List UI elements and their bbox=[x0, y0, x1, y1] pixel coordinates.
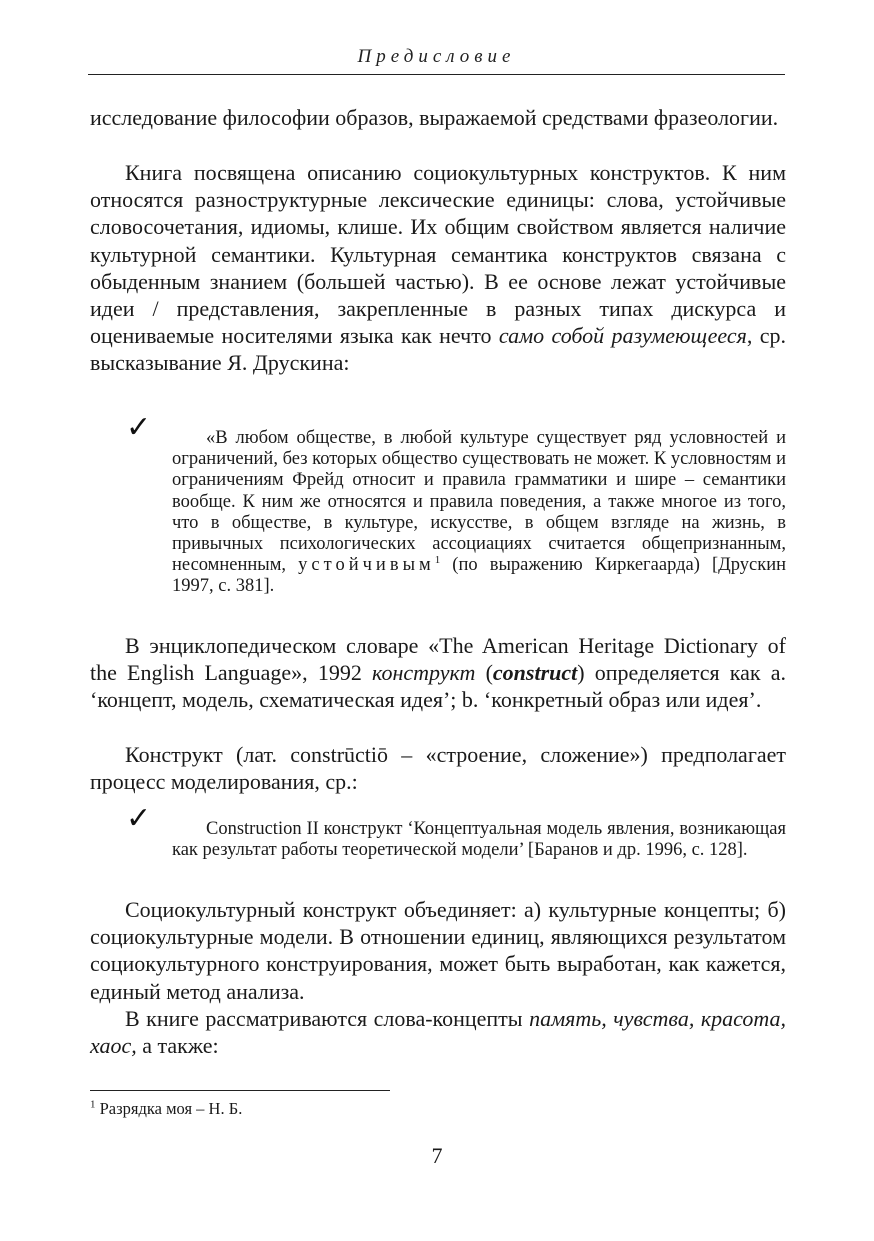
paragraph-construct: Конструкт (лат. constrūctiō – «строение, сложение») предполагает процесс моделирования, ср.: bbox=[90, 742, 786, 795]
paragraph-sociocultural: Социокультурный конструкт объединяет: а) культурные концепты; б) социокультурные модели. В отношении единиц, являющихся результатом социокультурного конструирования, может быть выработан, как кажется, единый метод анализа. bbox=[90, 897, 786, 1004]
paragraph-intro bbox=[90, 159, 786, 377]
paragraph-text: ( bbox=[475, 660, 493, 686]
footnote-ref: 1 bbox=[434, 554, 441, 567]
footnote-number: 1 bbox=[90, 1098, 96, 1111]
quote-druskin bbox=[172, 428, 786, 598]
paragraph-text: ) определяется как a. ‘концепт, модель, схематическая идея’; b. ‘конкретный образ или идея’. bbox=[90, 660, 787, 713]
footnote-text: Разрядка моя – Н. Б. bbox=[95, 1099, 243, 1118]
paragraph-text: , ср. высказывание Я. Друскина: bbox=[90, 323, 787, 376]
footnote bbox=[90, 1098, 242, 1120]
paragraph-continuation: исследование философии образов, выражаемой средствами фразеологии. bbox=[90, 105, 779, 130]
quote-text: (по выражению Киркегаарда) [Друскин 1997, с. 381]. bbox=[172, 555, 787, 597]
paragraph-text: В книге рассматриваются слова-концепты bbox=[125, 1006, 530, 1031]
bold-term: construct bbox=[492, 660, 578, 686]
checkmark-icon: ✓ bbox=[126, 410, 152, 445]
header-rule bbox=[88, 74, 785, 75]
spaced-word: устойчивым bbox=[298, 555, 435, 576]
italic-term: конструкт bbox=[372, 660, 476, 686]
paragraph-text: В энциклопедическом словаре «The American Heritage Dictionary of the English Language», 1992 bbox=[90, 633, 786, 686]
paragraph-concepts bbox=[90, 1005, 786, 1059]
paragraph-text: Книга посвящена описанию социокультурных конструктов. К ним относятся разноструктурные лексические единицы: слова, устойчивые словосочетания, идиомы, клише. Их общим свойством является наличие культурной семантики. Культурная семантика конструктов связана с обыденным знанием (большей частью). В ее основе лежат устойчивые идеи / представления, закрепленные в разных типах дискурса и оцениваемые носителями языка как нечто bbox=[90, 160, 786, 349]
paragraph-text: а также: bbox=[136, 1033, 219, 1059]
footnote-rule bbox=[90, 1090, 390, 1091]
paragraph-dictionary bbox=[90, 632, 786, 714]
page-number: 7 bbox=[431, 1143, 443, 1168]
quote-text: Construction II конструкт ‘Концептуальная модель явления, возникающая как результат работы теоретической модели’ [Баранов и др. 1996, с. 128]. bbox=[172, 819, 786, 861]
quote-construction bbox=[172, 819, 786, 861]
italic-concepts: память, чувства, красота, хаос, bbox=[90, 1006, 786, 1059]
checkmark-icon: ✓ bbox=[126, 801, 152, 836]
italic-phrase: само собой разумеющееся bbox=[498, 323, 747, 349]
quote-text: «В любом обществе, в любой культуре существует ряд условностей и ограничений, без которых общество существовать не может. К условностям и ограничениям Фрейд относит и правила грамматики и шире – семантики вообще. К ним же относятся и правила поведения, а также многое из того, что в обществе, в культуре, искусстве, в общем взгляде на жизнь, в привычных психологических ассоциациях считается общепризнанным, несомненным, bbox=[172, 428, 786, 576]
running-title: Предисловие bbox=[357, 46, 516, 67]
